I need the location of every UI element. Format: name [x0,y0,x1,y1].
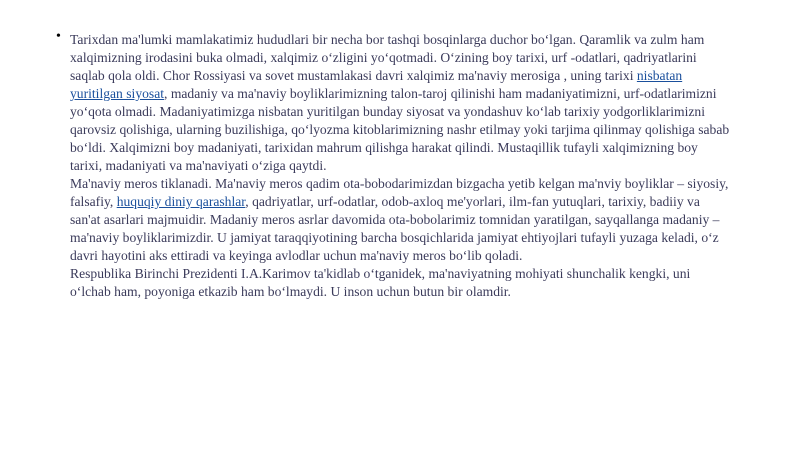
paragraph-heritage-text-end: , qadriyatlar, urf-odatlar, odob-axloq me'yorlari, ilm-fan yutuqlari, tarixiy, badiiy va san'at asarlari majmuidir. Madaniy meros asrlar davomida ota-bobolarimiz tomnidan yaratilgan, sayqallanga madaniy –ma'naviy boyliklarimizdir. U jamiyat taraqqiyotining barcha bosqichlarida jamiyat ehtiyojlari tufayli yuzaga keladi, o‘z davri hayotini aks ettiradi va keyinga avlodlar uchun ma'naviy meros bo‘lib qoladi. [70,194,720,263]
text-block [70,31,732,301]
link-nisbatan-yuritilgan-siyosat[interactable]: nisbatan yuritilgan siyosat [70,68,683,101]
paragraph-history [70,31,732,175]
paragraph-heritage-text-start: Ma'naviy meros tiklanadi. Ma'naviy meros qadim ota-bobodarimizdan bizgacha yetib kelgan ma'nviy boyliklar – siyosiy, falsafiy, [70,176,729,209]
paragraph-history-text-end: , madaniy va ma'naviy boyliklarimizning talon-taroj qilinishi ham madaniyatimizni, urf-odatlarimizni yo‘qota olmadi. Madaniyatimizga nisbatan yuritilgan bunday siyosat va yondashuv ko‘lab tarixiy yodgorliklarimizni qarovsiz qolishiga, ularning buzilishiga, qo‘lyozma kitoblarimizning nashr etilmay yoki tarjima qilinmay qolishiga sabab bo‘ldi. Xalqimizni boy madaniyati, tarixidan mahrum qilishga harakat qilindi. Mustaqillik tufayli xalqimizning boy tarixi, madaniyati va ma'naviyati o‘ziga qaytdi. [70,86,730,173]
paragraph-history-text-start: Tarixdan ma'lumki mamlakatimiz hududlari bir necha bor tashqi bosqinlarga duchor bo‘lgan. Qaramlik va zulm ham xalqimizning irodasini buka olmadi, xalqimiz o‘zligini yo‘qotmadi. O‘zining boy tarixi, urf -odatlari, qadriyatlarini saqlab qola oldi. Chor Rossiyasi va sovet mustamlakasi davri xalqimiz ma'naviy merosiga , uning tarixi [70,32,705,83]
link-huquqiy-diniy-qarashlar[interactable]: huquqiy diniy qarashlar [116,194,246,209]
paragraph-heritage [70,175,732,265]
paragraph-quote [70,265,732,301]
paragraph-quote-text: Respublika Birinchi Prezidenti I.A.Karimov ta'kidlab o‘tganidek, ma'naviyatning mohiyati shunchalik kengki, uni o‘lchab ham, poyoniga etkazib ham bo‘lmaydi. U inson uchun butun bir olamdir. [70,266,691,299]
bullet-icon: • [56,29,61,44]
